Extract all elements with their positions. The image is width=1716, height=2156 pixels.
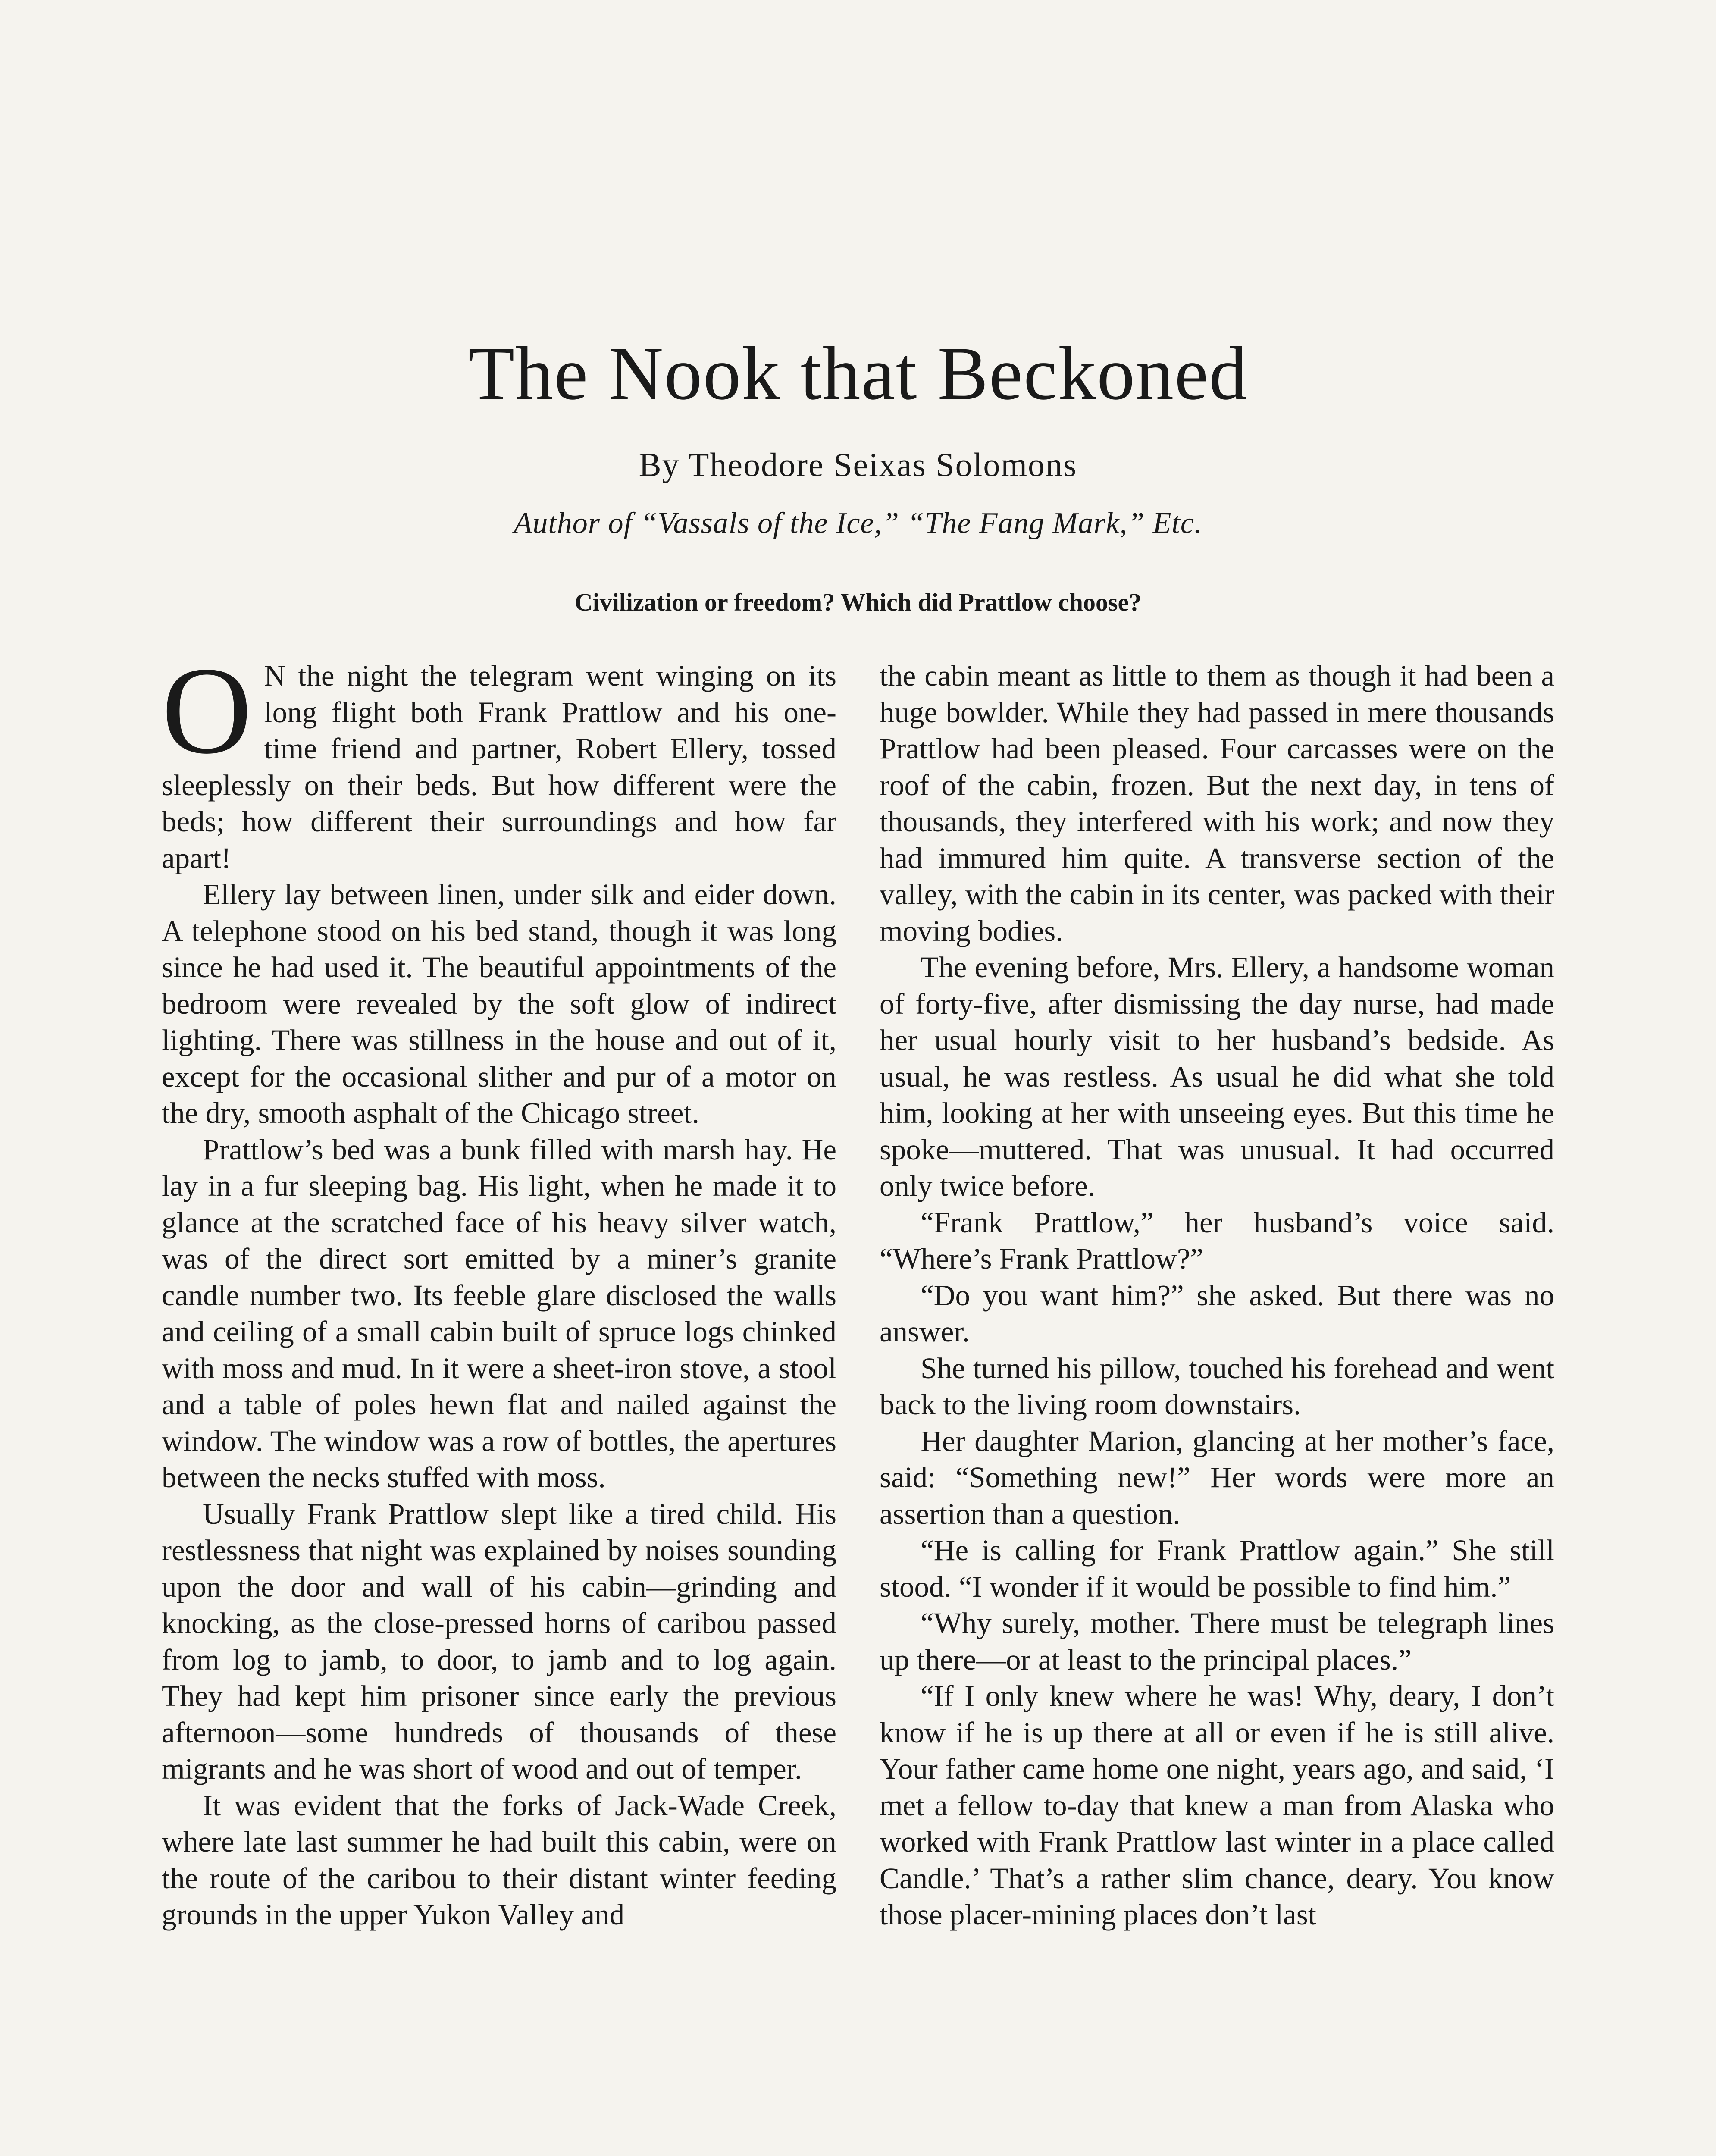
author-credits: Author of “Vassals of the Ice,” “The Fang Mark,” Etc. <box>514 507 1202 540</box>
body-paragraph: She turned his pillow, touched his forehead and went back to the living room downstairs. <box>880 1351 1554 1421</box>
paragraph-text: N the night the telegram went winging on its long flight both Frank Prattlow and his one-time friend and partner, Robert Ellery, tossed sleeplessly on their beds. But how different were the beds; how different their surroundings and how far apart! <box>162 659 836 874</box>
left-column <box>162 641 836 1933</box>
drop-cap: O <box>162 641 252 780</box>
article-title: The Nook that Beckoned <box>468 332 1248 416</box>
body-paragraph: “Why surely, mother. There must be telegraph lines up there—or at least to the principal places.” <box>880 1607 1554 1676</box>
article-blurb: Civilization or freedom? Which did Prattlow choose? <box>574 588 1142 616</box>
body-paragraph: Her daughter Marion, glancing at her mother’s face, said: “Something new!” Her words were more an assertion than a question. <box>880 1424 1554 1530</box>
body-paragraph: Usually Frank Prattlow slept like a tired child. His restlessness that night was explained by noises sounding upon the door and wall of his cabin—grinding and knocking, as the close-pressed horns of caribou passed from log to jamb, to door, to jamb and to log again. They had kept him prisoner since early the previous afternoon—some hundreds of thousands of these migrants and he was short of wood and out of temper. <box>162 1497 836 1785</box>
body-paragraph: the cabin meant as little to them as though it had been a huge bowlder. While they had passed in mere thousands Prattlow had been pleased. Four carcasses were on the roof of the cabin, frozen. But the next day, in tens of thousands, they interfered with his work; and now they had immured him quite. A transverse section of the valley, with the cabin in its center, was packed with their moving bodies. <box>880 659 1554 947</box>
body-paragraph: It was evident that the forks of Jack-Wade Creek, where late last summer he had built this cabin, were on the route of the caribou to their distant winter feeding grounds in the upper Yukon Valley and <box>162 1789 836 1931</box>
body-paragraph: “He is calling for Frank Prattlow again.” She still stood. “I wonder if it would be possible to find him.” <box>880 1534 1554 1603</box>
body-paragraph: “Do you want him?” she asked. But there was no answer. <box>880 1279 1554 1348</box>
body-paragraph: “If I only knew where he was! Why, deary, I don’t know if he is up there at all or even if he is still alive. Your father came home one night, years ago, and said, ‘I met a fellow to-day that knew a man from Alaska who worked with Frank Prattlow last winter in a place called Candle.’ That’s a rather slim chance, deary. You know those placer-mining places don’t last <box>880 1680 1554 1931</box>
body-paragraph: The evening before, Mrs. Ellery, a handsome woman of forty-five, after dismissing the day nurse, had made her usual hourly visit to her husband’s bedside. As usual, he was restless. As usual he did what she told him, looking at her with unseeing eyes. But this time he spoke—muttered. That was unusual. It had occurred only twice before. <box>880 951 1554 1202</box>
body-paragraph: “Frank Prattlow,” her husband’s voice said. “Where’s Frank Prattlow?” <box>880 1206 1554 1275</box>
body-paragraph: Ellery lay between linen, under silk and eider down. A telephone stood on his bed stand, though it was long since he had used it. The beautiful appointments of the bedroom were revealed by the soft glow of indirect lighting. There was stillness in the house and out of it, except for the occasional slither and pur of a motor on the dry, smooth asphalt of the Chicago street. <box>162 878 836 1129</box>
article-byline: By Theodore Seixas Solomons <box>639 446 1077 483</box>
body-paragraph: Prattlow’s bed was a bunk filled with marsh hay. He lay in a fur sleeping bag. His light, when he made it to glance at the scratched face of his heavy silver watch, was of the direct sort emitted by a miner’s granite candle number two. Its feeble glare disclosed the walls and ceiling of a small cabin built of spruce logs chinked with moss and mud. In it were a sheet-iron stove, a stool and a table of poles hewn flat and nailed against the window. The window was a row of bottles, the apertures between the necks stuffed with moss. <box>162 1133 836 1494</box>
body-paragraph <box>162 641 836 876</box>
right-column <box>880 658 1554 1933</box>
